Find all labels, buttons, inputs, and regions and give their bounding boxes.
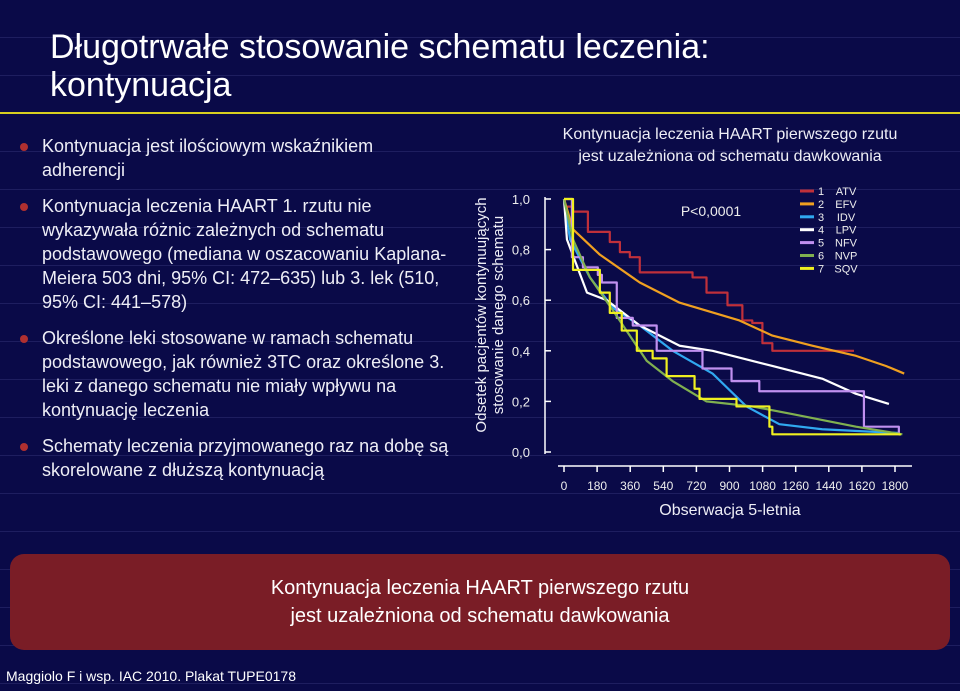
legend-number: 3 (818, 211, 825, 224)
citation-footer: Maggiolo F i wsp. IAC 2010. Plakat TUPE0178 (6, 668, 297, 684)
legend-number: 6 (818, 250, 825, 263)
p-value-annotation: P<0,0001 (680, 203, 742, 219)
x-axis-label: Obserwacja 5-letnia (659, 502, 801, 519)
legend-label: ATV (835, 186, 857, 198)
bullet-text: Kontynuacja leczenia HAART 1. rzutu nie wykazywała różnic zależnych od schematu podstawowego (mediana w oszacowaniu Kaplana-Meiera 503 dni, 95% CI: 472–635) lub 3. lek (510, 95% CI: 441–578) (42, 196, 447, 312)
legend-number: 2 (818, 198, 825, 211)
banner-line-1: Kontynuacja leczenia HAART pierwszego rzutu (270, 577, 690, 599)
x-tick-label: 1080 (749, 479, 776, 493)
x-tick-label: 900 (719, 479, 740, 493)
banner-line-2: jest uzależniona od schematu dawkowania (290, 605, 670, 627)
legend-label: SQV (834, 263, 858, 276)
series-line-atv (564, 199, 854, 351)
x-tick-label: 1620 (848, 479, 876, 493)
title-line-2: kontynuacja (50, 66, 232, 104)
y-tick-label: 0,0 (511, 445, 530, 460)
legend-number: 1 (818, 186, 825, 198)
chart-title-line-2: jest uzależniona od schematu dawkowania (578, 148, 882, 165)
bullet-text: Określone leki stosowane w ramach schematu podstawowego, jak również 3TC oraz określone 3. leki z danego schematu nie miały wpływu na kontynuację leczenia (42, 328, 445, 420)
title-line-1: Długotrwałe stosowanie schematu leczenia: (50, 28, 710, 66)
legend-label: NFV (835, 237, 857, 250)
bullet-text: Kontynuacja jest ilościowym wskaźnikiem adherencji (42, 136, 374, 180)
x-tick-label: 360 (620, 479, 641, 493)
x-tick-label: 1440 (815, 479, 843, 493)
chart-title-line-1: Kontynuacja leczenia HAART pierwszego rzutu (562, 126, 898, 143)
x-tick-label: 720 (686, 479, 707, 493)
x-tick-label: 0 (560, 479, 568, 493)
y-tick-label: 1,0 (511, 192, 530, 207)
legend-label: LPV (835, 224, 857, 237)
legend-number: 4 (818, 224, 825, 237)
legend-number: 7 (818, 263, 825, 276)
y-tick-label: 0,6 (511, 293, 530, 309)
legend-label: EFV (835, 198, 857, 211)
conclusion-banner (10, 554, 950, 650)
x-tick-label: 540 (653, 479, 674, 493)
y-axis-label-line-1: Odsetek pacjentów kontynuujących (473, 197, 490, 433)
y-tick-label: 0,4 (511, 343, 530, 359)
y-axis-label-line-2: stosowanie danego schematu (490, 215, 507, 415)
legend-label: NVP (834, 250, 858, 263)
x-tick-label: 180 (587, 479, 608, 493)
y-tick-label: 0,8 (511, 242, 530, 258)
y-tick-label: 0,2 (511, 394, 530, 410)
bullet-text: Schematy leczenia przyjmowanego raz na dobę są skorelowane z dłuższą kontynuacją (42, 436, 449, 480)
legend-number: 5 (818, 237, 825, 250)
x-tick-label: 1800 (881, 479, 909, 493)
legend-label: IDV (836, 211, 856, 224)
x-tick-label: 1260 (782, 479, 810, 493)
